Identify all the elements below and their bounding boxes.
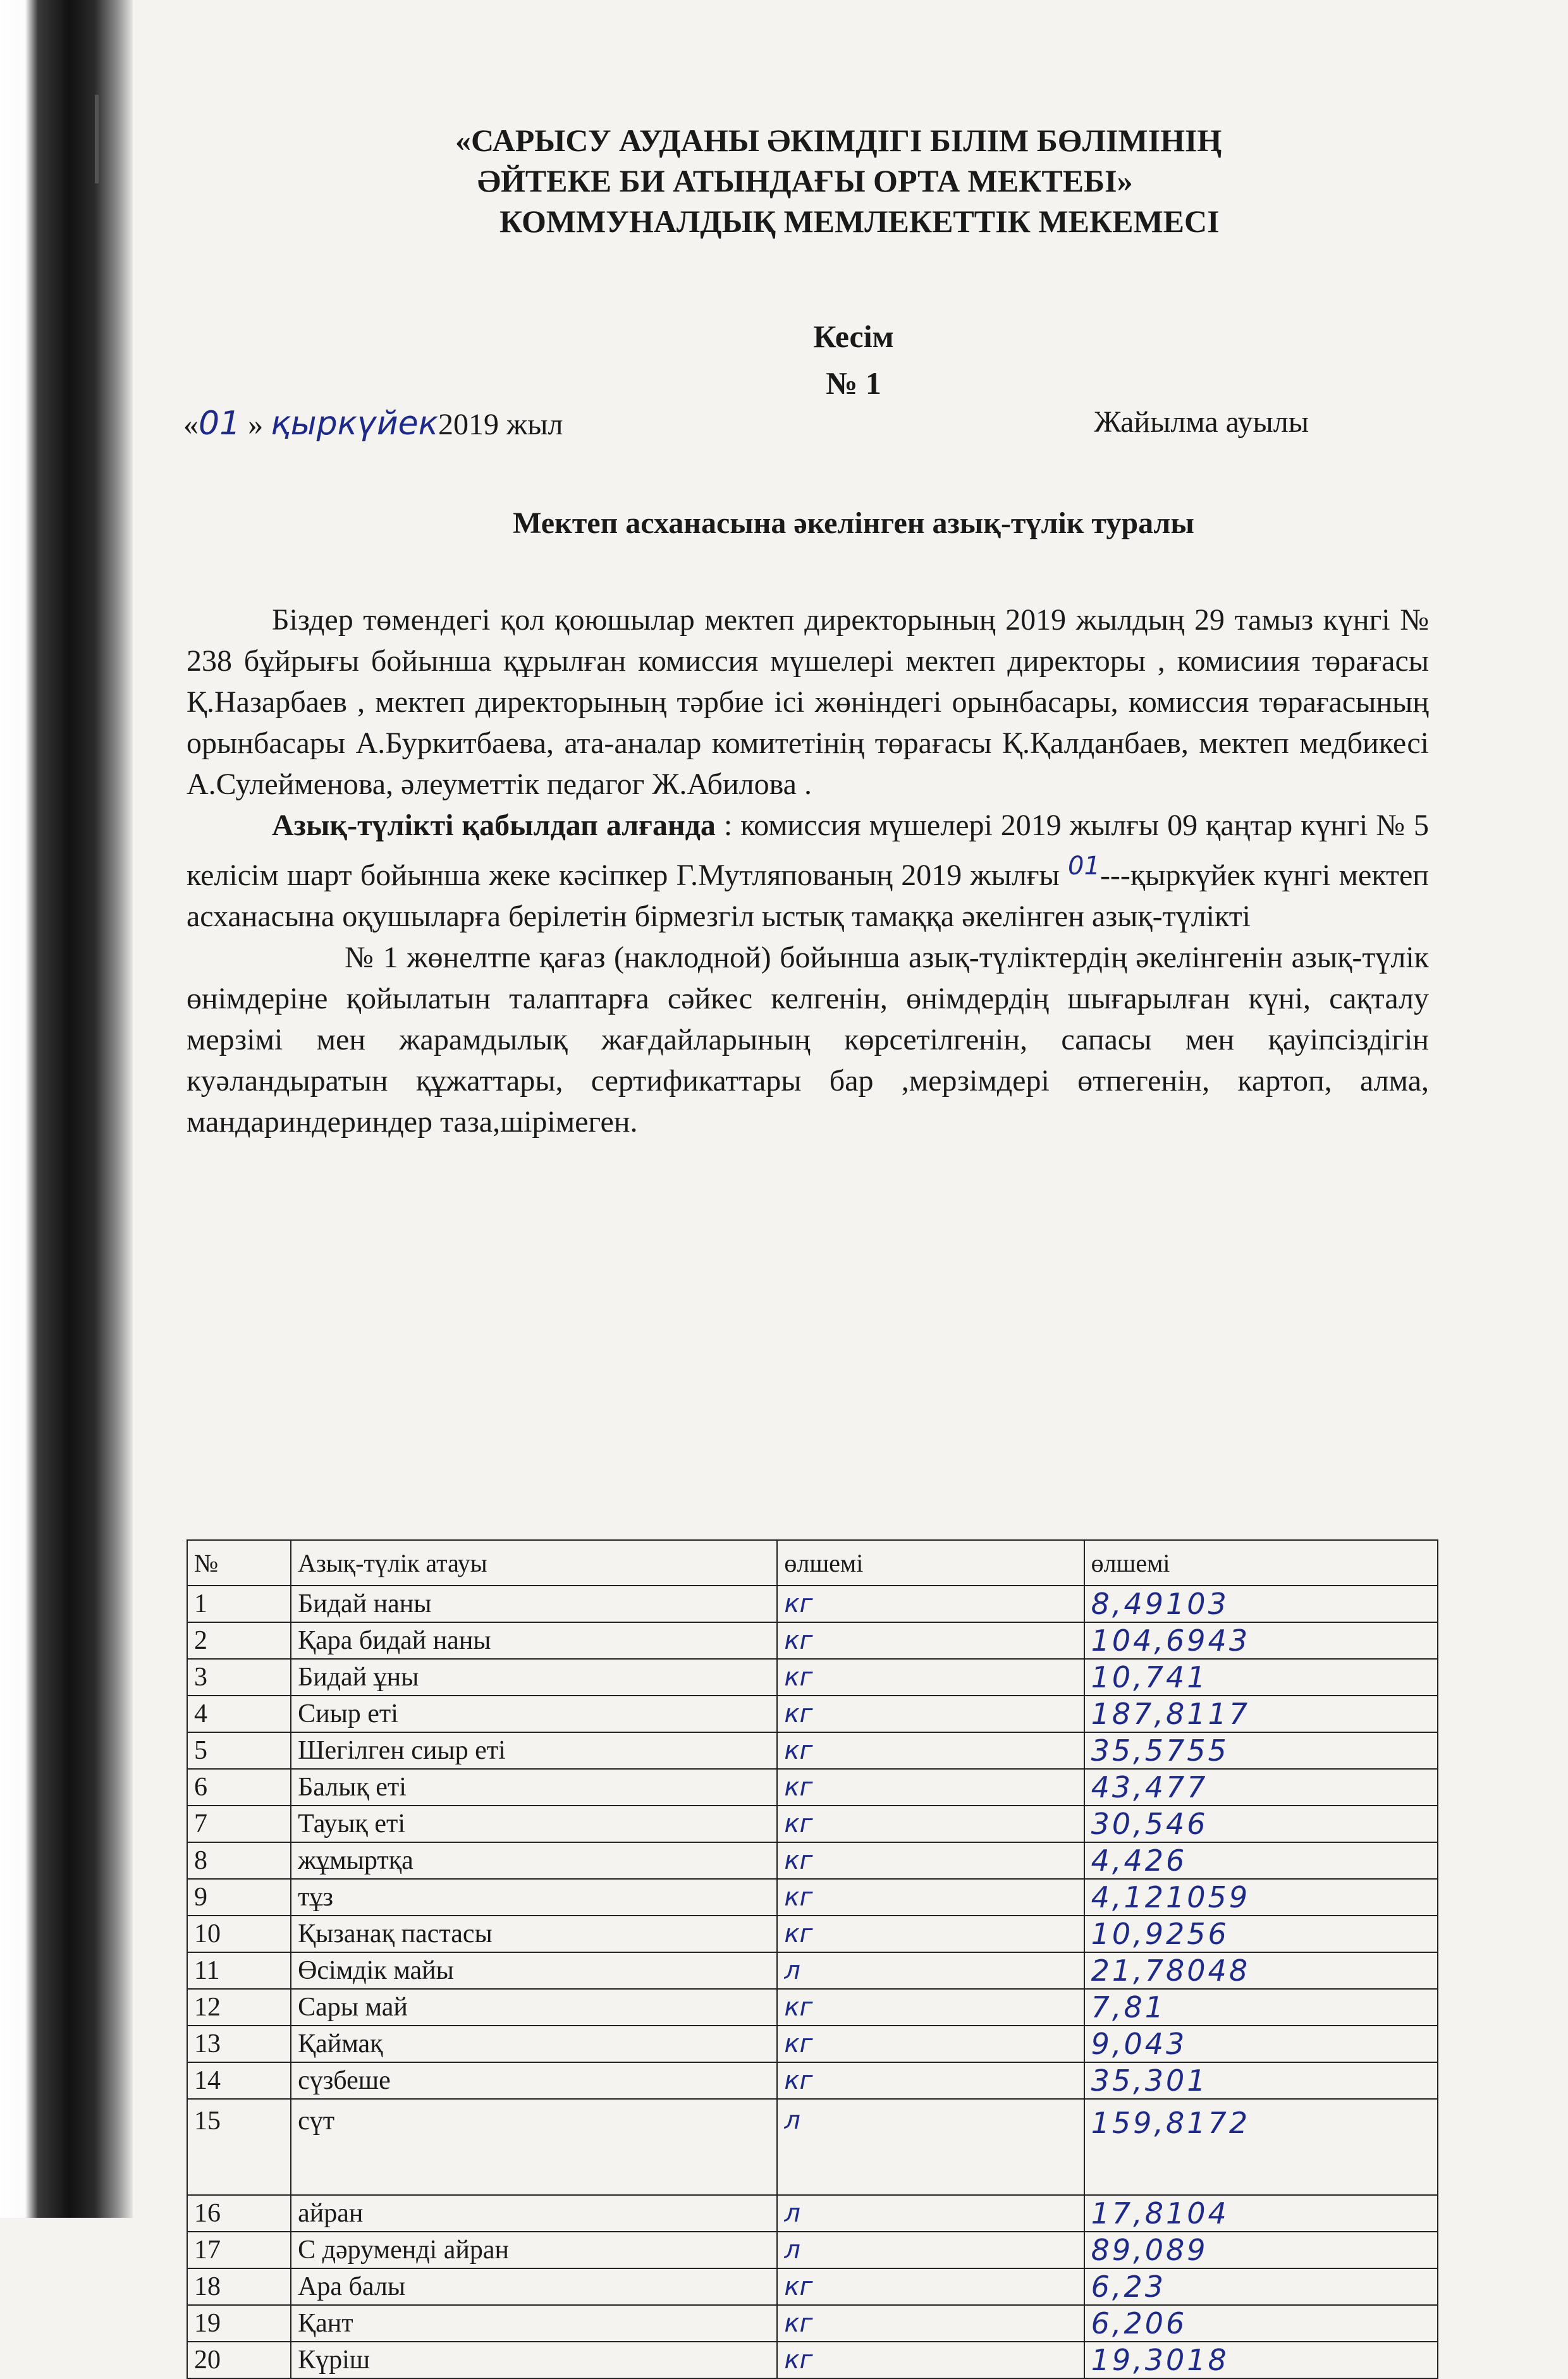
date-month-handwritten: қыркүйек <box>271 405 439 443</box>
food-items-table <box>187 1539 1438 2379</box>
table-row <box>187 2342 1438 2378</box>
row-number: 7 <box>187 1806 291 1842</box>
row-unit: кг <box>777 1842 1084 1879</box>
table-row <box>187 1732 1438 1769</box>
table-row <box>187 1989 1438 2026</box>
table-header-name: Азық-түлік атауы <box>291 1540 777 1586</box>
row-quantity: 104,6943 <box>1084 1622 1438 1659</box>
body-paragraph-2 <box>187 805 1429 937</box>
table-row <box>187 1916 1438 1952</box>
row-quantity: 4,426 <box>1084 1842 1438 1879</box>
row-item-name: жұмыртқа <box>291 1842 777 1879</box>
row-quantity: 10,9256 <box>1084 1916 1438 1952</box>
row-item-name: Шегілген сиыр еті <box>291 1732 777 1769</box>
row-unit: л <box>777 1952 1084 1989</box>
row-item-name: сүт <box>291 2099 777 2195</box>
row-quantity: 89,089 <box>1084 2232 1438 2268</box>
date-close-quote: » <box>248 408 264 441</box>
row-unit: кг <box>777 1989 1084 2026</box>
table-row <box>187 2305 1438 2342</box>
row-quantity: 21,78048 <box>1084 1952 1438 1989</box>
row-unit: кг <box>777 1916 1084 1952</box>
row-quantity: 35,301 <box>1084 2062 1438 2099</box>
table-row <box>187 1879 1438 1916</box>
row-number: 4 <box>187 1696 291 1732</box>
table-row <box>187 2026 1438 2062</box>
row-quantity: 19,3018 <box>1084 2342 1438 2378</box>
row-item-name: Сары май <box>291 1989 777 2026</box>
table-row <box>187 1842 1438 1879</box>
row-number: 5 <box>187 1732 291 1769</box>
row-item-name: Тауық еті <box>291 1806 777 1842</box>
row-number: 10 <box>187 1916 291 1952</box>
row-item-name: Балық еті <box>291 1769 777 1806</box>
document-title-block <box>759 313 948 407</box>
row-number: 3 <box>187 1659 291 1696</box>
table-row <box>187 2062 1438 2099</box>
place: Жайылма ауылы <box>1094 405 1309 439</box>
row-unit: кг <box>777 2268 1084 2305</box>
table-row <box>187 1769 1438 1806</box>
row-quantity: 17,8104 <box>1084 2195 1438 2232</box>
row-number: 13 <box>187 2026 291 2062</box>
row-unit: л <box>777 2195 1084 2232</box>
row-number: 17 <box>187 2232 291 2268</box>
date <box>183 405 563 443</box>
document-title: Кесім <box>813 319 894 354</box>
body-paragraph-2-a: : комиссия мүшелері 2019 жылғы 09 қаңтар күнгі № 5 келісім шарт бойынша жеке кәсіпкер Г.Мутляпованың 2019 жылғы <box>187 809 1429 892</box>
header-line-2: ӘЙТЕКЕ БИ АТЫНДАҒЫ ОРТА МЕКТЕБІ» <box>477 163 1133 199</box>
row-item-name: Сиыр еті <box>291 1696 777 1732</box>
table-row <box>187 2195 1438 2232</box>
header-line-3: КОММУНАЛДЫҚ МЕМЛЕКЕТТІК МЕКЕМЕСІ <box>499 204 1220 239</box>
row-number: 6 <box>187 1769 291 1806</box>
row-number: 8 <box>187 1842 291 1879</box>
row-unit: кг <box>777 1879 1084 1916</box>
table-row <box>187 1659 1438 1696</box>
row-item-name: Қант <box>291 2305 777 2342</box>
row-unit: кг <box>777 2026 1084 2062</box>
table-row <box>187 2232 1438 2268</box>
row-number: 14 <box>187 2062 291 2099</box>
header-line-1: «САРЫСУ АУДАНЫ ӘКІМДІГІ БІЛІМ БӨЛІМІНІҢ <box>455 123 1222 158</box>
table-row <box>187 1952 1438 1989</box>
table-row <box>187 1586 1438 1622</box>
row-unit: л <box>777 2099 1084 2195</box>
row-number: 9 <box>187 1879 291 1916</box>
table-header-number: № <box>187 1540 291 1586</box>
row-item-name: айран <box>291 2195 777 2232</box>
row-quantity: 4,121059 <box>1084 1879 1438 1916</box>
row-item-name: Күріш <box>291 2342 777 2378</box>
row-number: 2 <box>187 1622 291 1659</box>
row-unit: кг <box>777 1586 1084 1622</box>
date-open-quote: « <box>183 408 199 441</box>
row-unit: кг <box>777 1622 1084 1659</box>
row-unit: кг <box>777 1769 1084 1806</box>
table-header-quantity: өлшемі <box>1084 1540 1438 1586</box>
row-quantity: 43,477 <box>1084 1769 1438 1806</box>
row-item-name: С дәруменді айран <box>291 2232 777 2268</box>
date-day-handwritten: 01 <box>199 405 241 443</box>
row-unit: кг <box>777 1732 1084 1769</box>
row-unit: кг <box>777 2342 1084 2378</box>
row-quantity: 30,546 <box>1084 1806 1438 1842</box>
row-unit: л <box>777 2232 1084 2268</box>
row-number: 1 <box>187 1586 291 1622</box>
organization-header <box>354 120 1429 242</box>
body-paragraph-2-bold: Азық-түлікті қабылдап алғанда <box>272 809 716 842</box>
scan-edge-shadow <box>0 0 133 2218</box>
row-quantity: 6,206 <box>1084 2305 1438 2342</box>
scan-mark <box>95 95 99 183</box>
row-number: 16 <box>187 2195 291 2232</box>
row-quantity: 7,81 <box>1084 1989 1438 2026</box>
row-item-name: тұз <box>291 1879 777 1916</box>
table-row <box>187 1622 1438 1659</box>
table-row <box>187 2099 1438 2195</box>
row-item-name: Ара балы <box>291 2268 777 2305</box>
row-item-name: Қаймақ <box>291 2026 777 2062</box>
row-item-name: сүзбеше <box>291 2062 777 2099</box>
row-unit: кг <box>777 2062 1084 2099</box>
table-row <box>187 1806 1438 1842</box>
row-unit: кг <box>777 1806 1084 1842</box>
row-number: 12 <box>187 1989 291 2026</box>
row-number: 19 <box>187 2305 291 2342</box>
row-quantity: 35,5755 <box>1084 1732 1438 1769</box>
date-year: 2019 жыл <box>438 408 563 441</box>
body-paragraph-2-handwritten: 01 <box>1068 852 1100 881</box>
body-paragraph-2-b: ---қыркүйек күнгі мектеп асханасына оқушыларға берілетін бірмезгіл ыстық тамаққа әкелінген азық-түлікті <box>187 859 1429 933</box>
row-quantity: 10,741 <box>1084 1659 1438 1696</box>
row-item-name: Бидай ұны <box>291 1659 777 1696</box>
date-line <box>183 405 1309 449</box>
row-quantity: 8,49103 <box>1084 1586 1438 1622</box>
row-quantity: 187,8117 <box>1084 1696 1438 1732</box>
row-item-name: Қара бидай наны <box>291 1622 777 1659</box>
row-unit: кг <box>777 1696 1084 1732</box>
body-paragraph-1: Біздер төмендегі қол қоюшылар мектеп директорының 2019 жылдың 29 тамыз күнгі № 238 бұйрығы бойынша құрылған комиссия мүшелері мектеп директоры , комисиия төрағасы Қ.Назарбаев , мектеп директорының тәрбие ісі жөніндегі орынбасары, комиссия төрағасының орынбасары А.Буркитбаева, ата-аналар комитетінің төрағасы Қ.Қалданбаев, мектеп медбикесі А.Сулейменова, әлеуметтік педагог Ж.Абилова . <box>187 603 1429 801</box>
document-number: № 1 <box>826 365 881 401</box>
row-number: 15 <box>187 2099 291 2195</box>
document-subject: Мектеп асханасына әкелінген азық-түлік туралы <box>513 506 1194 540</box>
table-header-unit: өлшемі <box>777 1540 1084 1586</box>
row-unit: кг <box>777 2305 1084 2342</box>
row-number: 20 <box>187 2342 291 2378</box>
row-item-name: Қызанақ пастасы <box>291 1916 777 1952</box>
row-item-name: Бидай наны <box>291 1586 777 1622</box>
row-quantity: 159,8172 <box>1084 2099 1438 2195</box>
table-header-row <box>187 1540 1438 1586</box>
document-body <box>187 599 1429 1142</box>
row-number: 18 <box>187 2268 291 2305</box>
row-item-name: Өсімдік майы <box>291 1952 777 1989</box>
table-row <box>187 2268 1438 2305</box>
table-row <box>187 1696 1438 1732</box>
row-number: 11 <box>187 1952 291 1989</box>
row-quantity: 6,23 <box>1084 2268 1438 2305</box>
row-quantity: 9,043 <box>1084 2026 1438 2062</box>
row-unit: кг <box>777 1659 1084 1696</box>
body-paragraph-3: № 1 жөнелтпе қағаз (наклодной) бойынша азық-түліктердің әкелінгенін азық-түлік өнімдеріне қойылатын талаптарға сәйкес келгенін, өнімдердің шығарылған күні, сақталу мерзімі мен жарамдылық жағдайларының көрсетілгенін, сапасы мен қауіпсіздігін куәландыратын құжаттары, сертификаттары бар ,мерзімдері өтпегенін, картоп, алма, мандариндериндер таза,шірімеген. <box>187 941 1429 1139</box>
